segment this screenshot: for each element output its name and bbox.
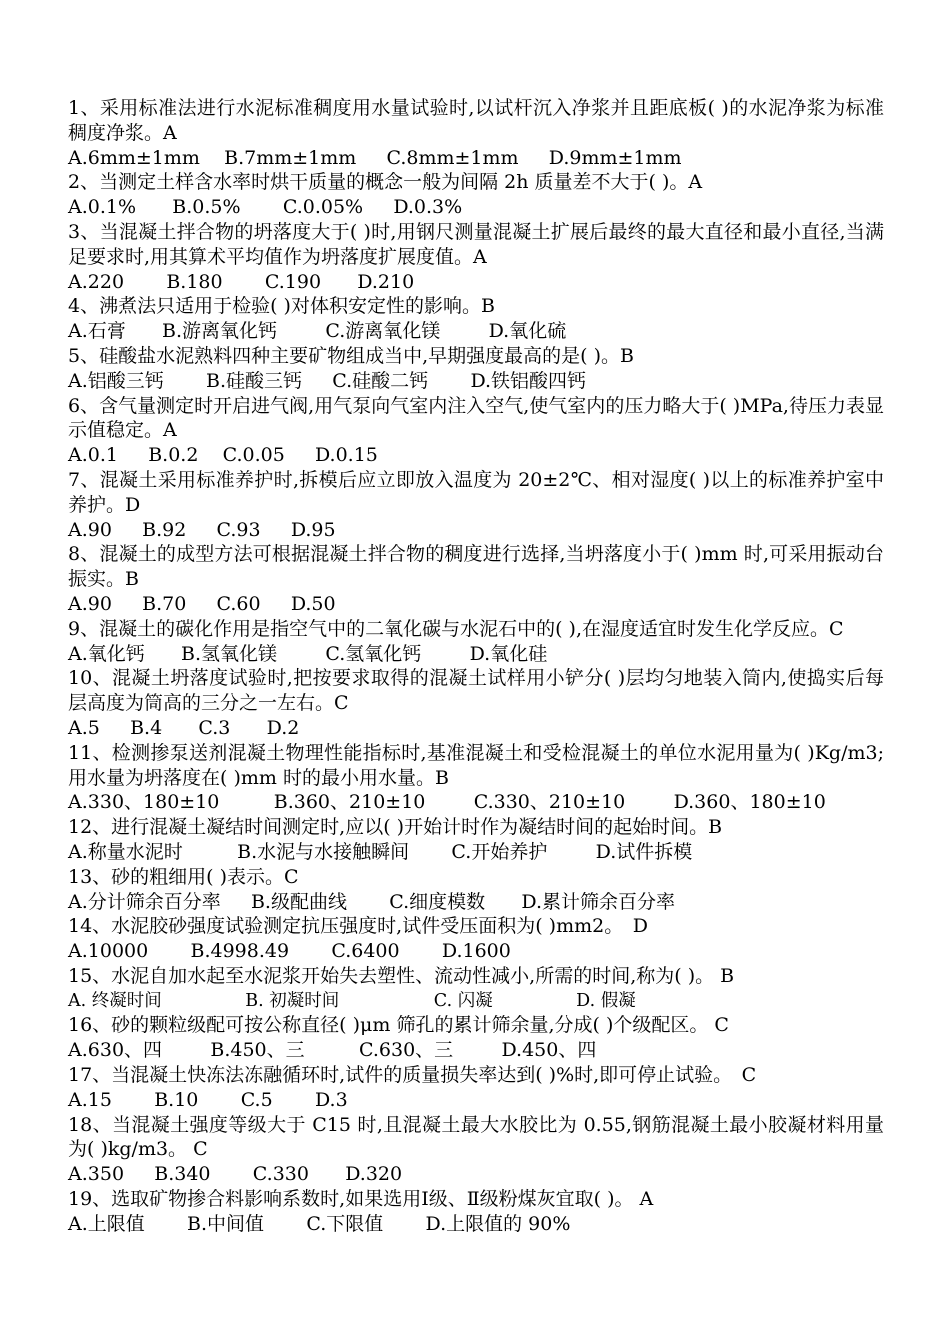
question-stem: 9、混凝土的碳化作用是指空气中的二氧化碳与水泥石中的( ),在湿度适宜时发生化学反应。C (68, 617, 844, 640)
option-a: A.石膏 (68, 320, 126, 343)
option-d: D.3 (314, 1088, 348, 1111)
question-options (68, 642, 884, 667)
question-13 (68, 865, 884, 915)
option-a: A.10000 (68, 940, 149, 963)
question-options (68, 1038, 884, 1063)
question-stem: 12、进行混凝土凝结时间测定时,应以( )开始计时作为凝结时间的起始时间。B (68, 816, 723, 839)
option-c: C.8mm±1mm (386, 146, 519, 169)
question-stem: 6、含气量测定时开启进气阀,用气泵向气室内注入空气,使气室内的压力略大于( )MPa,待压力表显示值稳定。A (68, 394, 884, 442)
option-a: A.分计筛余百分率 (68, 890, 221, 913)
question-4 (68, 294, 884, 344)
option-c: C.6400 (331, 940, 400, 963)
option-c: C.60 (216, 592, 261, 615)
option-c: C.330、210±10 (473, 791, 626, 814)
option-b: B.水泥与水接触瞬间 (237, 840, 410, 863)
option-a: A.6mm±1mm (68, 146, 200, 169)
option-d: D.氧化硫 (488, 320, 567, 343)
question-options (68, 592, 884, 617)
option-a: A.氧化钙 (68, 642, 145, 665)
option-b: B.4 (130, 716, 163, 739)
option-c: C.硅酸二钙 (332, 369, 429, 392)
question-options (68, 790, 884, 815)
question-stem: 18、当混凝土强度等级大于 C15 时,且混凝土最大水胶比为 0.55,钢筋混凝土最小胶凝材料用量为( )kg/m3。 C (68, 1113, 884, 1161)
option-b: B.中间值 (187, 1212, 265, 1235)
option-a: A.铝酸三钙 (68, 369, 164, 392)
option-c: C.0.05 (222, 444, 285, 467)
option-a: A.上限值 (68, 1212, 145, 1235)
question-options (68, 1162, 884, 1187)
option-d: D.9mm±1mm (548, 146, 682, 169)
option-b: B.4998.49 (190, 940, 290, 963)
option-d: D.累计筛余百分率 (521, 890, 676, 913)
question-15 (68, 964, 884, 1014)
question-3 (68, 220, 884, 294)
option-d: D.0.15 (315, 444, 378, 467)
option-b: B.360、210±10 (273, 791, 426, 814)
option-c: C.下限值 (306, 1212, 384, 1235)
option-b: B.180 (166, 270, 223, 293)
option-c: C.3 (198, 716, 231, 739)
question-list (68, 96, 884, 1237)
option-b: B.0.5% (172, 196, 241, 219)
option-d: D.1600 (441, 940, 511, 963)
option-d: D.铁铝酸四钙 (470, 369, 587, 392)
option-d: D.50 (290, 592, 336, 615)
option-b: B.92 (142, 518, 187, 541)
question-7 (68, 468, 884, 542)
option-c: C. 闪凝 (433, 990, 493, 1011)
question-options (68, 939, 884, 964)
option-b: B.10 (154, 1088, 199, 1111)
option-c: C.93 (216, 518, 261, 541)
question-9 (68, 617, 884, 667)
option-b: B.450、三 (210, 1039, 305, 1062)
question-options (68, 146, 884, 171)
option-a: A.330、180±10 (68, 791, 220, 814)
question-stem: 13、砂的粗细用( )表示。C (68, 865, 299, 888)
question-options (68, 518, 884, 543)
question-options (68, 1088, 884, 1113)
question-options (68, 890, 884, 915)
question-options (68, 1212, 884, 1237)
question-options (68, 840, 884, 865)
option-a: A. 终凝时间 (68, 990, 162, 1011)
option-c: C.氢氧化钙 (325, 642, 422, 665)
option-d: D.320 (345, 1163, 403, 1186)
question-options (68, 319, 884, 344)
question-stem: 1、采用标准法进行水泥标准稠度用水量试验时,以试杆沉入净浆并且距底板( )的水泥净浆为标准稠度净浆。A (68, 97, 884, 144)
option-b: B.级配曲线 (250, 890, 347, 913)
option-d: D.95 (290, 518, 336, 541)
option-a: A.5 (68, 716, 100, 739)
question-19 (68, 1187, 884, 1237)
question-6 (68, 394, 884, 468)
question-options (68, 989, 884, 1014)
question-18 (68, 1113, 884, 1187)
option-a: A.称量水泥时 (68, 840, 183, 863)
option-d: D. 假凝 (576, 990, 636, 1011)
question-stem: 5、硅酸盐水泥熟料四种主要矿物组成当中,早期强度最高的是( )。B (68, 344, 634, 367)
option-c: C.330 (252, 1163, 309, 1186)
question-options (68, 716, 884, 741)
question-stem: 2、当测定土样含水率时烘干质量的概念一般为间隔 2h 质量差不大于( )。A (68, 171, 703, 194)
option-d: D.360、180±10 (673, 791, 826, 814)
option-c: C.5 (240, 1088, 273, 1111)
option-a: A.630、四 (68, 1039, 163, 1062)
question-stem: 16、砂的颗粒级配可按公称直径( )μm 筛孔的累计筛余量,分成( )个级配区。 C (68, 1014, 729, 1037)
option-d: D.上限值的 90% (425, 1212, 571, 1235)
question-2 (68, 170, 884, 220)
option-c: C.0.05% (282, 196, 364, 219)
option-a: A.350 (68, 1163, 125, 1186)
question-options (68, 369, 884, 394)
option-a: A.90 (68, 518, 112, 541)
question-11 (68, 741, 884, 815)
question-options (68, 270, 884, 295)
question-stem: 11、检测掺泵送剂混凝土物理性能指标时,基准混凝土和受检混凝土的单位水泥用量为( )Kg/m3;用水量为坍落度在( )mm 时的最小用水量。B (68, 741, 884, 789)
option-d: D.210 (357, 270, 415, 293)
option-c: C.190 (264, 270, 322, 293)
option-b: B.0.2 (148, 444, 199, 467)
option-a: A.0.1 (68, 444, 118, 467)
question-5 (68, 344, 884, 394)
question-stem: 7、混凝土采用标准养护时,拆模后应立即放入温度为 20±2℃、相对湿度( )以上的标准养护室中养护。D (68, 468, 884, 516)
question-options (68, 443, 884, 468)
option-c: C.630、三 (359, 1039, 454, 1062)
question-17 (68, 1063, 884, 1113)
question-stem: 17、当混凝土快冻法冻融循环时,试件的质量损失率达到( )%时,即可停止试验。 C (68, 1064, 757, 1087)
option-c: C.游离氧化镁 (325, 320, 441, 343)
question-16 (68, 1013, 884, 1063)
option-a: A.90 (68, 592, 112, 615)
option-b: B.游离氧化钙 (162, 320, 278, 343)
question-options (68, 195, 884, 220)
option-d: D.0.3% (393, 196, 463, 219)
option-d: D.450、四 (501, 1039, 597, 1062)
question-stem: 3、当混凝土拌合物的坍落度大于( )时,用钢尺测量混凝土扩展后最终的最大直径和最小直径,当满足要求时,用其算术平均值作为坍落度扩展度值。A (68, 220, 884, 268)
question-stem: 4、沸煮法只适用于检验( )对体积安定性的影响。B (68, 295, 495, 318)
question-stem: 14、水泥胶砂强度试验测定抗压强度时,试件受压面积为( )mm2。 D (68, 915, 648, 938)
option-b: B.340 (154, 1163, 211, 1186)
question-stem: 15、水泥自加水起至水泥浆开始失去塑性、流动性减小,所需的时间,称为( )。 B (68, 964, 735, 987)
option-a: A.0.1% (68, 196, 137, 219)
option-c: C.细度模数 (389, 890, 486, 913)
question-stem: 19、选取矿物掺合料影响系数时,如果选用Ⅰ级、Ⅱ级粉煤灰宜取( )。 A (68, 1188, 654, 1211)
option-d: D.氧化硅 (469, 642, 548, 665)
question-12 (68, 815, 884, 865)
option-b: B.70 (142, 592, 187, 615)
option-d: D.试件拆模 (595, 840, 693, 863)
question-8 (68, 542, 884, 616)
option-b: B. 初凝时间 (245, 990, 340, 1011)
question-14 (68, 914, 884, 964)
option-b: B.硅酸三钙 (206, 369, 303, 392)
option-c: C.开始养护 (451, 840, 548, 863)
option-b: B.氢氧化镁 (181, 642, 278, 665)
option-d: D.2 (266, 716, 300, 739)
question-stem: 8、混凝土的成型方法可根据混凝土拌合物的稠度进行选择,当坍落度小于( )mm 时,可采用振动台振实。B (68, 543, 884, 591)
question-stem: 10、混凝土坍落度试验时,把按要求取得的混凝土试样用小铲分( )层均匀地装入筒内,使捣实后每层高度为筒高的三分之一左右。C (68, 667, 884, 715)
option-b: B.7mm±1mm (224, 146, 357, 169)
question-10 (68, 666, 884, 740)
question-1 (68, 96, 884, 170)
option-a: A.220 (68, 270, 125, 293)
option-a: A.15 (68, 1088, 112, 1111)
